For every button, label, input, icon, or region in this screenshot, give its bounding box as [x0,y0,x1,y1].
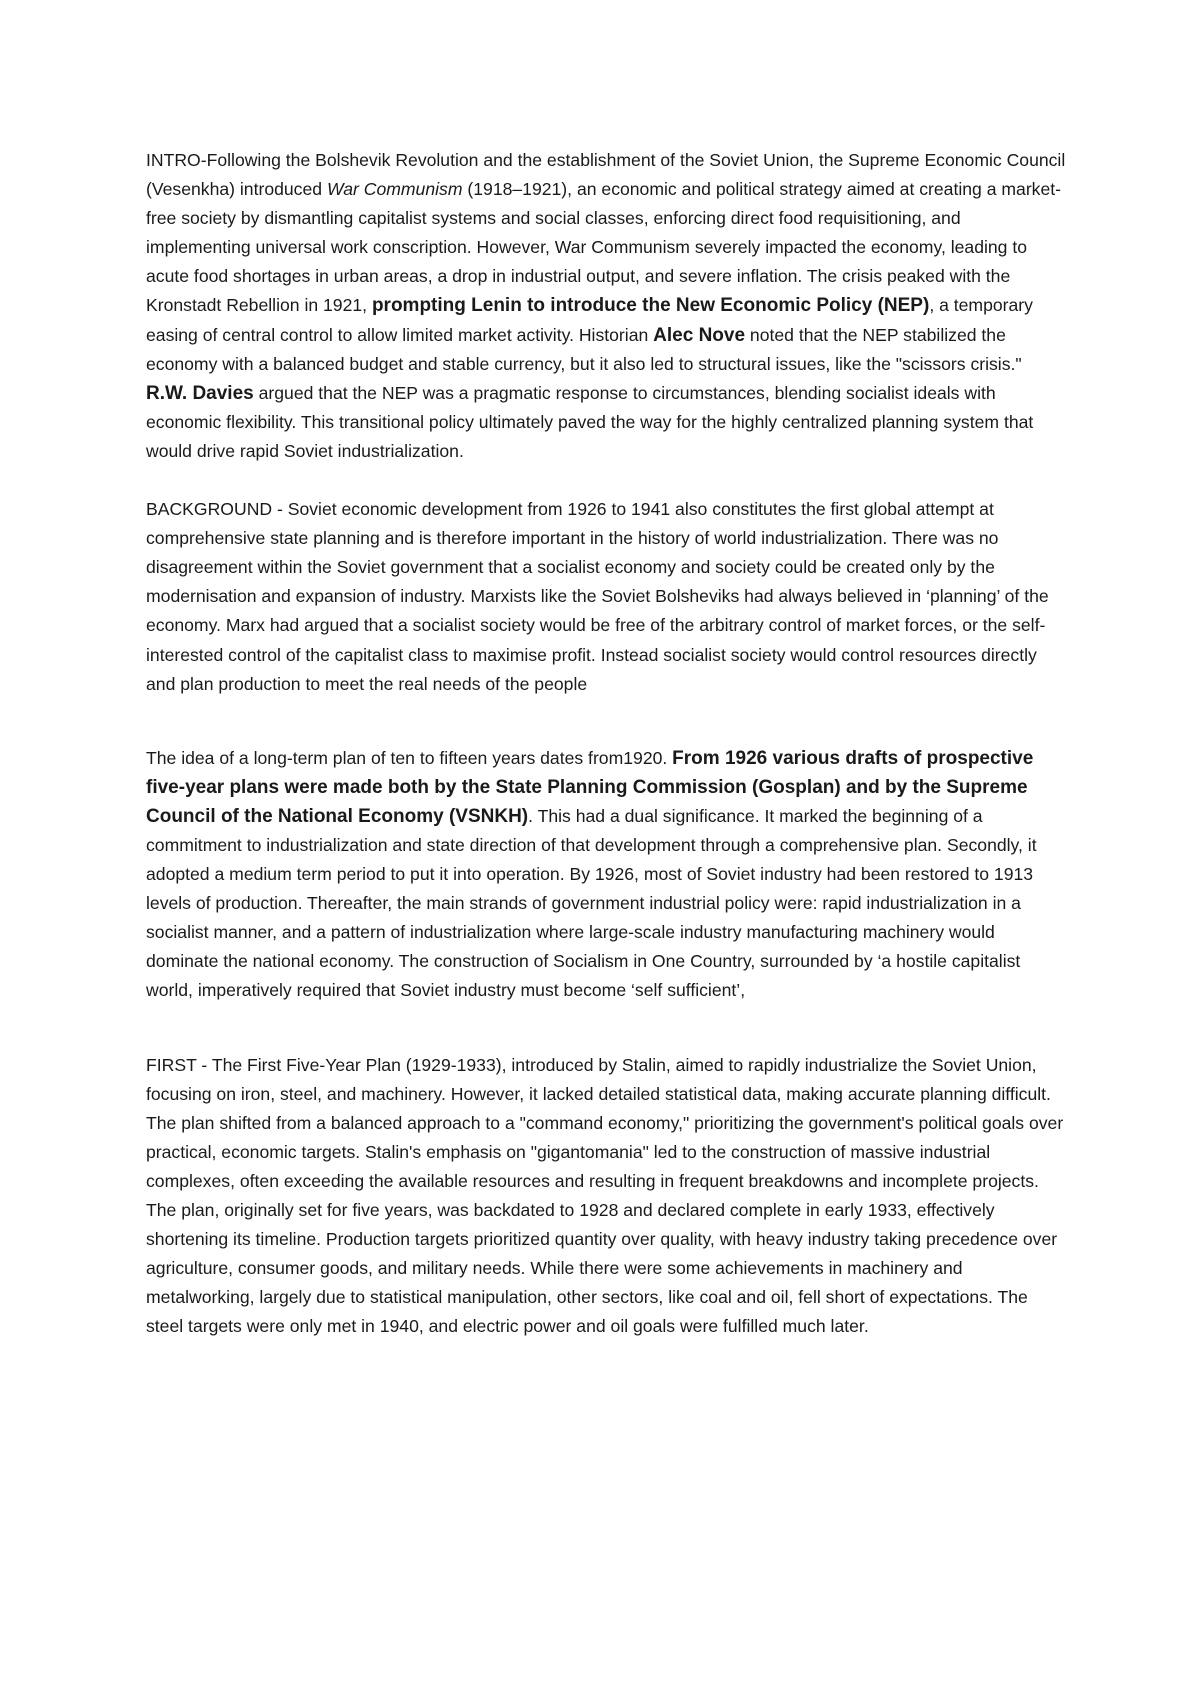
document-page [146,146,1066,1341]
historian-nove: Alec Nove [653,324,746,346]
intro-text-2: (1918–1921), an economic and political strategy aimed at creating a market-free society by dismantling capitalist systems and social classes, enforcing direct food requisitioning, and implementing universal work conscription. However, War Communism severely impacted the economy, leading to acute food shortages in urban areas, a drop in industrial output, and severe inflation. The crisis peaked with the Kronstadt Rebellion in 1921, [146,179,1062,316]
plan-text-1: The idea of a long-term plan of ten to fifteen years dates from1920. [146,747,673,768]
plan-text-2: . This had a dual significance. It marked the beginning of a commitment to industrialization and state direction of that development through a comprehensive plan. Secondly, it adopted a medium term period to put it into operation. By 1926, most of Soviet industry had been restored to 1913 levels of production. Thereafter, the main strands of government industrial policy were: rapid industrialization in a socialist manner, and a pattern of industrialization where large-scale industry manufacturing machinery would dominate the national economy. The construction of Socialism in One Country, surrounded by ‘a hostile capitalist world, imperatively required that Soviet industry must become ‘self sufficient’, [146,805,1037,1001]
intro-paragraph [146,146,1066,466]
background-paragraph: BACKGROUND - Soviet economic development from 1926 to 1941 also constitutes the first global attempt at comprehensive state planning and is therefore important in the history of world industrialization. There was no disagreement within the Soviet government that a socialist economy and society could be created only by the modernisation and expansion of industry. Marxists like the Soviet Bolsheviks had always believed in ‘planning’ of the economy. Marx had argued that a socialist society would be free of the arbitrary control of market forces, or the self-interested control of the capitalist class to maximise profit. Instead socialist society would control resources directly and plan production to meet the real needs of the people [146,499,1049,694]
plan-paragraph [146,744,1066,1006]
paragraph-spacer [146,466,1066,495]
intro-text-4: noted that the NEP stabilized the economy with a balanced budget and stable currency, but it also led to structural issues, like the "scissors crisis." [146,324,1022,374]
intro-text-5: argued that the NEP was a pragmatic response to circumstances, blending socialist ideals with economic flexibility. This transitional policy ultimately paved the way for the highly centralized planning system that would drive rapid Soviet industrialization. [146,382,1034,461]
nep-emphasis: prompting Lenin to introduce the New Economic Policy (NEP) [371,295,930,317]
historian-davies: R.W. Davies [146,382,254,404]
intro-text-3: , a temporary easing of central control to allow limited market activity. Historian [146,295,1033,345]
war-communism-term: War Communism [326,179,463,200]
paragraph-spacer [146,1006,1066,1051]
plan-emphasis: From 1926 various drafts of prospective five-year plans were made both by the State Planning Commission (Gosplan) and by the Supreme Council of the National Economy (VSNKH) [146,747,1034,827]
first-plan-paragraph: FIRST - The First Five-Year Plan (1929-1933), introduced by Stalin, aimed to rapidly industrialize the Soviet Union, focusing on iron, steel, and machinery. However, it lacked detailed statistical data, making accurate planning difficult. The plan shifted from a balanced approach to a "command economy," prioritizing the government's political goals over practical, economic targets. Stalin's emphasis on "gigantomania" led to the construction of massive industrial complexes, often exceeding the available resources and resulting in frequent breakdowns and incomplete projects. The plan, originally set for five years, was backdated to 1928 and declared complete in early 1933, effectively shortening its timeline. Production targets prioritized quantity over quality, with heavy industry taking precedence over agriculture, consumer goods, and military needs. While there were some achievements in machinery and metalworking, largely due to statistical manipulation, other sectors, like coal and oil, fell short of expectations. The steel targets were only met in 1940, and electric power and oil goals were fulfilled much later. [146,1054,1064,1337]
paragraph-spacer [146,699,1066,744]
intro-text-1: INTRO-Following the Bolshevik Revolution and the establishment of the Soviet Union, the Supreme Economic Council (Vesenkha) introduced [146,150,1066,200]
